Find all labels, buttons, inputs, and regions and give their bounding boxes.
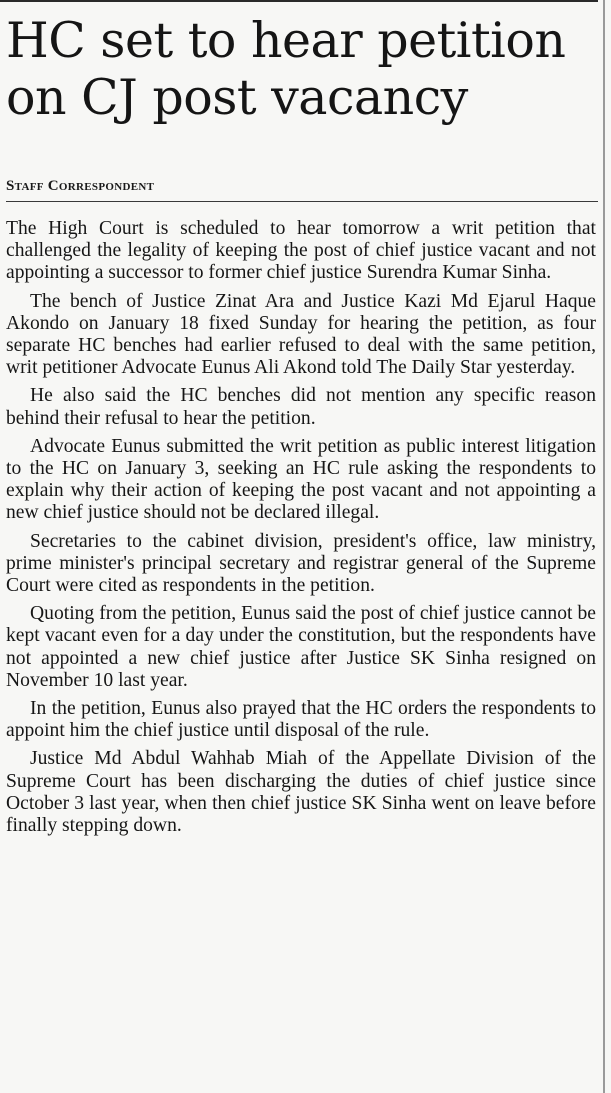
- article-paragraph: The High Court is scheduled to hear tomorrow a writ petition that challenged the legality of keeping the post of chief justice vacant and not appointing a successor to former chief justice Surendra Kumar Sinha.: [6, 218, 596, 284]
- article-paragraph: Quoting from the petition, Eunus said the post of chief justice cannot be kept vacant even for a day under the constitution, but the respondents have not appointed a new chief justice after Justice SK Sinha resigned on November 10 last year.: [6, 603, 596, 691]
- article-paragraph: He also said the HC benches did not mention any specific reason behind their refusal to hear the petition.: [6, 385, 596, 429]
- column-rule: [603, 0, 605, 1093]
- article-paragraph: The bench of Justice Zinat Ara and Justice Kazi Md Ejarul Haque Akondo on January 18 fixed Sunday for hearing the petition, as four separate HC benches had earlier refused to deal with the same petition, writ petitioner Advocate Eunus Ali Akond told The Daily Star yesterday.: [6, 290, 596, 379]
- article-paragraph: Justice Md Abdul Wahhab Miah of the Appellate Division of the Supreme Court has been discharging the duties of chief justice since October 3 last year, when then chief justice SK Sinha went on leave before finally stepping down.: [6, 748, 596, 837]
- article-headline: HC set to hear petition on CJ post vacancy: [6, 12, 566, 126]
- article-paragraph: In the petition, Eunus also prayed that the HC orders the respondents to appoint him the chief justice until disposal of the rule.: [6, 698, 596, 742]
- byline-rule: [6, 201, 598, 202]
- article-body: [6, 218, 596, 843]
- article-paragraph: Advocate Eunus submitted the writ petition as public interest litigation to the HC on January 3, seeking an HC rule asking the respondents to explain why their action of keeping the post vacant and not appointing a new chief justice should not be declared illegal.: [6, 435, 596, 524]
- top-rule: [0, 0, 598, 2]
- article-byline: Staff Correspondent: [6, 178, 155, 194]
- article-paragraph: Secretaries to the cabinet division, president's office, law ministry, prime minister's principal secretary and registrar general of the Supreme Court were cited as respondents in the petition.: [6, 530, 596, 597]
